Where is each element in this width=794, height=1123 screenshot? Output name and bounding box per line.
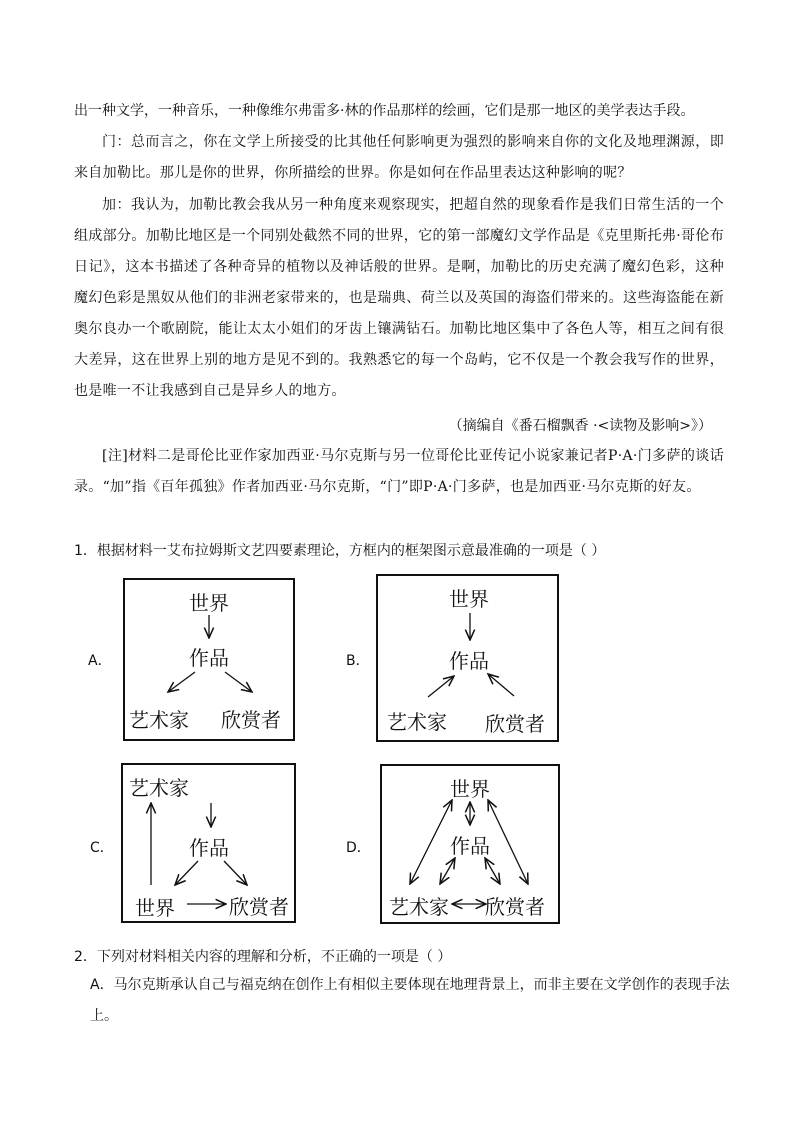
arrow-world-audience bbox=[488, 800, 528, 884]
source-citation: （摘编自《番石榴飘香 ·<读物及影响>》） bbox=[448, 418, 712, 434]
question-2-option-a[interactable]: A．马尔克斯承认自己与福克纳在创作上有相似主要体现在地理背景上，而非主要在文学创作的表现手法上。 bbox=[90, 977, 730, 1024]
node-world: 世界 bbox=[189, 591, 229, 615]
node-work: 作品 bbox=[189, 646, 229, 670]
option-b-diagram bbox=[376, 574, 559, 742]
node-audience: 欣赏者 bbox=[221, 708, 281, 732]
node-world: 世界 bbox=[449, 587, 489, 611]
node-world: 世界 bbox=[135, 896, 175, 920]
node-work: 作品 bbox=[449, 649, 489, 673]
option-c-label[interactable]: C． bbox=[90, 840, 114, 856]
option-b-label[interactable]: B． bbox=[346, 653, 370, 669]
question-2-stem: 2．下列对材料相关内容的理解和分析，不正确的一项是（ ） bbox=[74, 949, 452, 965]
node-world: 世界 bbox=[450, 777, 490, 801]
arrow-work-to-world bbox=[175, 861, 198, 885]
node-work: 作品 bbox=[189, 836, 229, 860]
interview-question-men: 门：总而言之，你在文学上所接受的比其他任何影响更为强烈的影响来自你的文化及地理渊源，即来自加勒比。那儿是你的世界，你所描绘的世界。你是如何在作品里表达这种影响的呢？ bbox=[74, 134, 724, 181]
option-d-label[interactable]: D． bbox=[346, 840, 371, 856]
arrow-work-to-audience bbox=[225, 672, 252, 692]
node-artist: 艺术家 bbox=[129, 708, 189, 732]
node-artist: 艺术家 bbox=[389, 895, 449, 919]
node-audience: 欣赏者 bbox=[485, 712, 545, 736]
arrow-world-artist bbox=[410, 800, 452, 884]
arrow-audience-to-work bbox=[488, 674, 514, 696]
arrow-work-audience bbox=[485, 858, 500, 884]
passage-first-line: 出一种文学，一种音乐，一种像维尔弗雷多·林的作品那样的绘画，它们是那一地区的美学表达手段。 bbox=[74, 103, 695, 119]
node-audience: 欣赏者 bbox=[485, 895, 545, 919]
node-artist: 艺术家 bbox=[387, 710, 447, 734]
option-c-diagram bbox=[121, 763, 296, 923]
arrow-artist-to-work bbox=[428, 676, 454, 697]
interview-answer-jia: 加：我认为，加勒比教会我从另一种角度来观察现实，把超自然的现象看作是我们日常生活的一个组成部分。加勒比地区是一个同别处截然不同的世界，它的第一部魔幻文学作品是《克里斯托弗·哥伦布日记》，这本书描述了各种奇异的植物以及神话般的世界。是啊，加勒比的历史充满了魔幻色彩，这种魔幻色彩是黑奴从他们的非洲老家带来的，也是瑞典、荷兰以及英国的海盗们带来的。这些海盗能在新奥尔良办一个歌剧院，能让太太小姐们的牙齿上镶满钻石。加勒比地区集中了各色人等，相互之间有很大差异，这在世界上别的地方是见不到的。我熟悉它的每一个岛屿，它不仅是一个教会我写作的世界，也是唯一不让我感到自己是异乡人的地方。 bbox=[74, 197, 724, 399]
node-artist: 艺术家 bbox=[129, 776, 189, 800]
option-a-diagram bbox=[123, 578, 295, 741]
arrow-work-to-artist bbox=[168, 672, 195, 692]
option-a-label[interactable]: A． bbox=[88, 653, 112, 669]
arrow-work-artist bbox=[440, 858, 455, 884]
option-d-diagram bbox=[380, 764, 560, 924]
annotation-note: [注]材料二是哥伦比亚作家加西亚·马尔克斯与另一位哥伦比亚传记小说家兼记者P·A·门多萨的谈话录。“加”指《百年孤独》作者加西亚·马尔克斯，“门”即P·A·门多萨，也是加西亚·马尔克斯的好友。 bbox=[74, 448, 724, 495]
arrow-work-to-audience bbox=[224, 861, 247, 885]
question-1-stem: 1．根据材料一艾布拉姆斯文艺四要素理论，方框内的框架图示意最准确的一项是（ ） bbox=[74, 543, 606, 559]
node-work: 作品 bbox=[450, 834, 490, 858]
node-audience: 欣赏者 bbox=[229, 895, 289, 919]
